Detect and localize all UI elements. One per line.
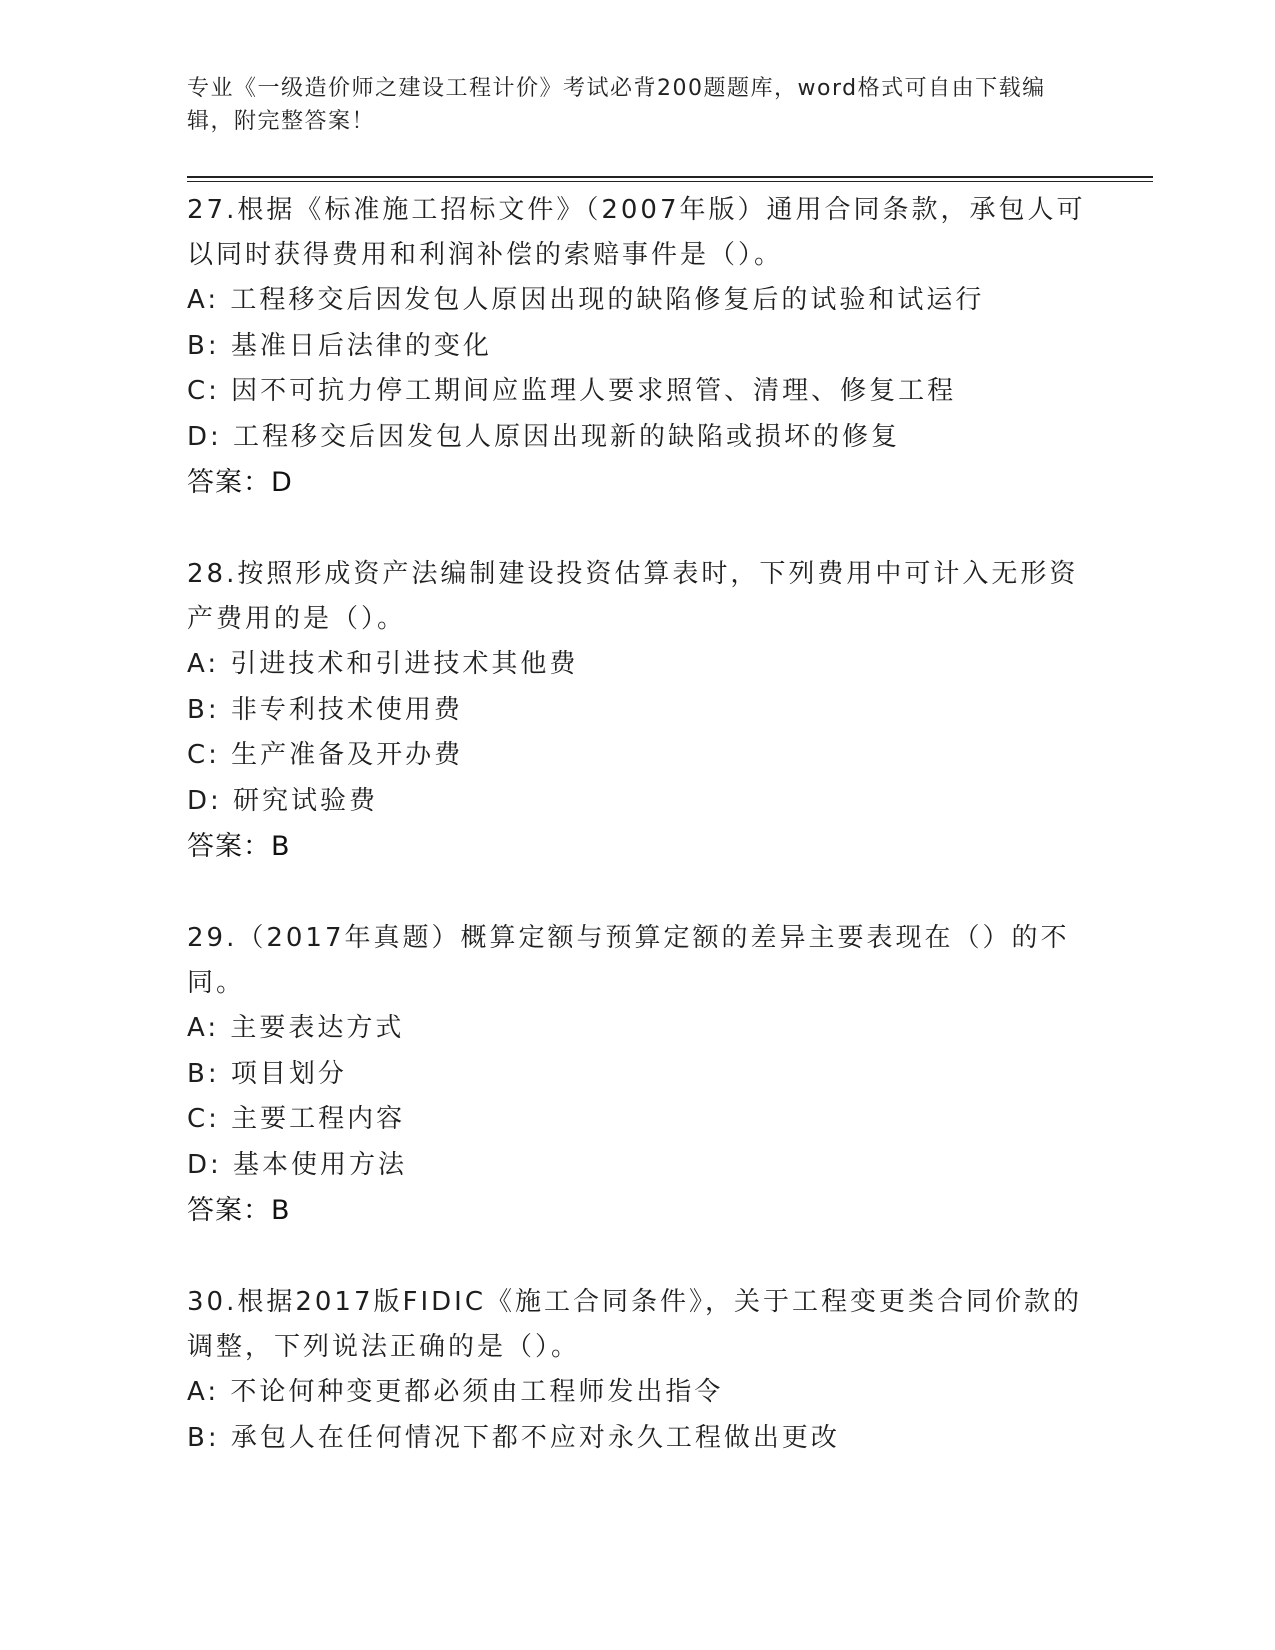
option-a: A: 工程移交后因发包人原因出现的缺陷修复后的试验和试运行 [187, 285, 985, 315]
option-b: B: 基准日后法律的变化 [187, 330, 492, 361]
option-b: B: 承包人在任何情况下都不应对永久工程做出更改 [187, 1422, 840, 1453]
option-b: B: 项目划分 [187, 1058, 347, 1089]
header-divider-thick [187, 176, 1153, 178]
question-27 [187, 188, 1087, 506]
question-30 [187, 1280, 1087, 1461]
question-stem: 30.根据2017版FIDIC《施工合同条件》，关于工程变更类合同价款的调整，下列说法正确的是（）。 [187, 1287, 1082, 1362]
question-29 [187, 916, 1087, 1234]
question-stem: 29.（2017年真题）概算定额与预算定额的差异主要表现在（）的不同。 [187, 923, 1070, 998]
option-b: B: 非专利技术使用费 [187, 694, 463, 725]
option-c: C: 因不可抗力停工期间应监理人要求照管、清理、修复工程 [187, 376, 957, 406]
answer: 答案：D [187, 467, 293, 498]
option-d: D: 工程移交后因发包人原因出现新的缺陷或损坏的修复 [187, 421, 901, 452]
option-a: A: 不论何种变更都必须由工程师发出指令 [187, 1377, 724, 1407]
option-a: A: 引进技术和引进技术其他费 [187, 649, 579, 679]
question-stem: 27.根据《标准施工招标文件》（2007年版）通用合同条款，承包人可以同时获得费用和利润补偿的索赔事件是（）。 [187, 195, 1086, 270]
answer: 答案：B [187, 831, 291, 862]
option-c: C: 主要工程内容 [187, 1104, 406, 1134]
option-a: A: 主要表达方式 [187, 1013, 405, 1043]
document-header: 专业《一级造价师之建设工程计价》考试必背200题题库，word格式可自由下载编辑，附完整答案！ [187, 76, 1046, 134]
option-c: C: 生产准备及开办费 [187, 740, 464, 770]
answer: 答案：B [187, 1195, 291, 1226]
question-28 [187, 552, 1087, 870]
header-divider-thin [187, 181, 1153, 182]
question-stem: 28.按照形成资产法编制建设投资估算表时，下列费用中可计入无形资产费用的是（）。 [187, 559, 1079, 634]
option-d: D: 基本使用方法 [187, 1149, 408, 1180]
option-d: D: 研究试验费 [187, 785, 379, 816]
